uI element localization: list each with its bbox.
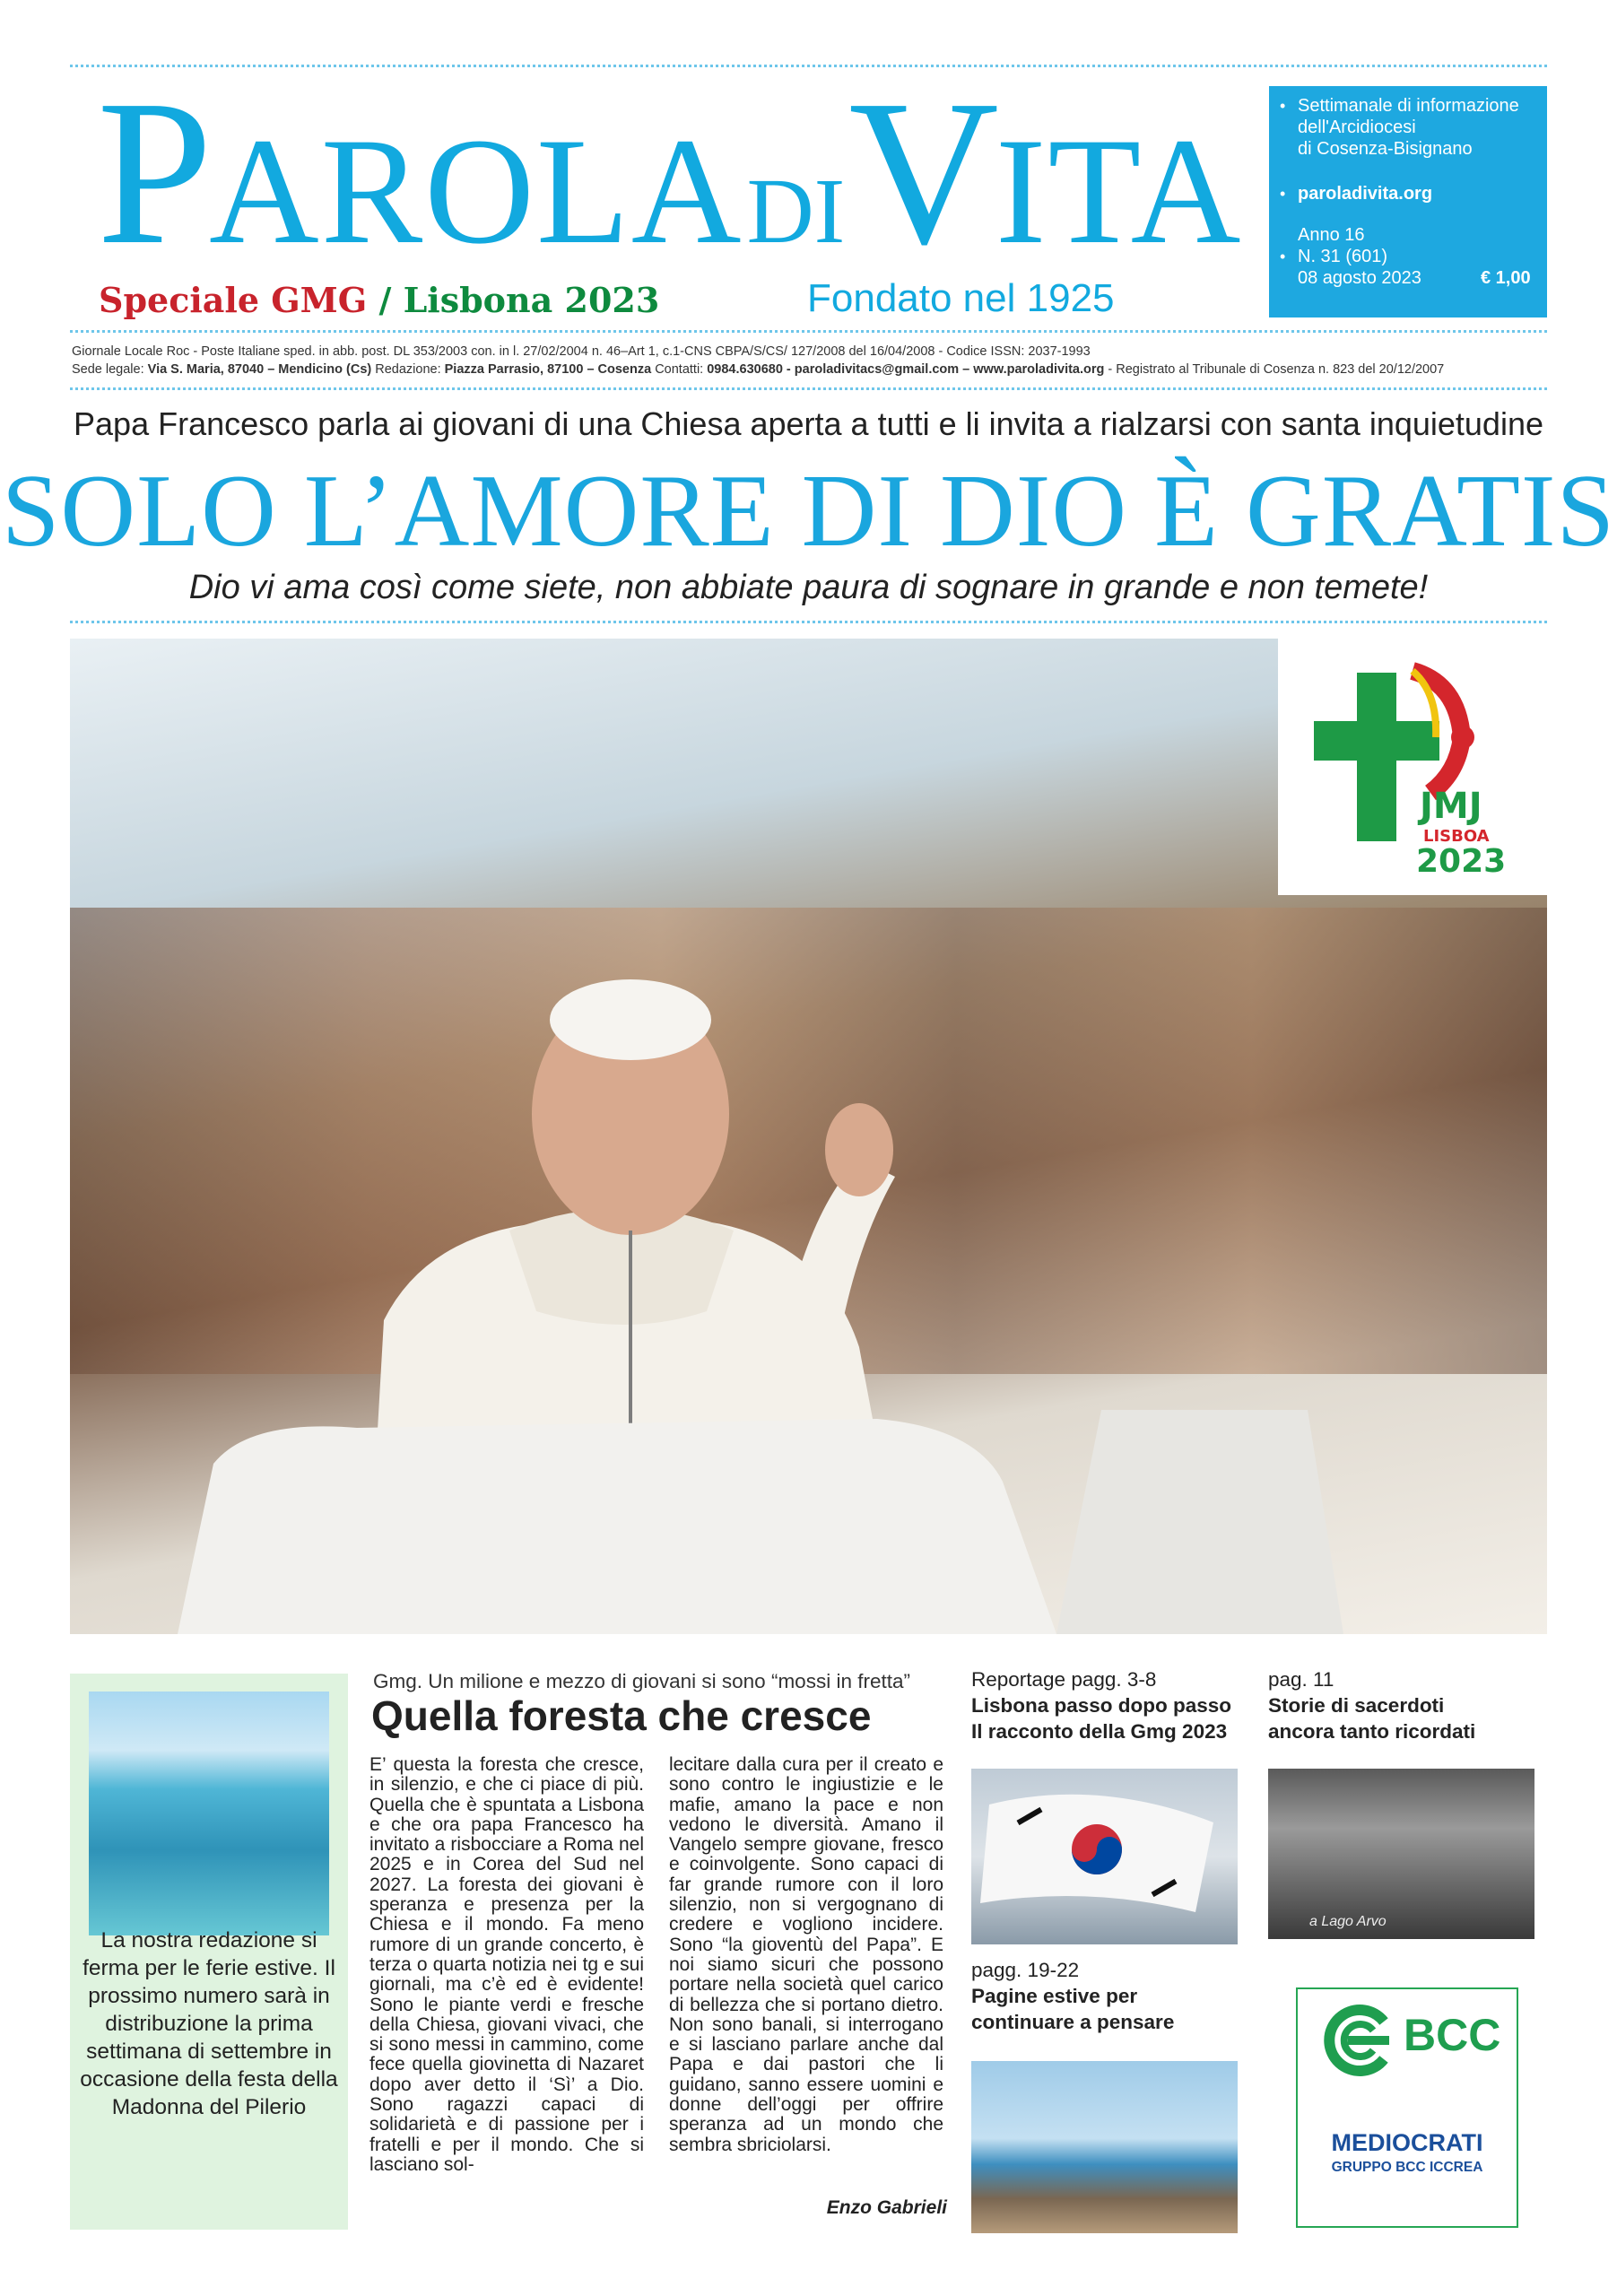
- lead-subhead: Dio vi ama così come siete, non abbiate paura di sognare in grande e non temete!: [188, 569, 1429, 606]
- reportage-teaser[interactable]: Reportage pagg. 3-8 Lisbona passo dopo passo Il racconto della Gmg 2023: [971, 1668, 1232, 1743]
- article-kicker: Gmg. Un milione e mezzo di giovani si sono “mossi in fretta”: [373, 1670, 910, 1692]
- korea-flag-photo: [971, 1769, 1238, 1944]
- article-author: Enzo Gabrieli: [826, 2197, 947, 2218]
- article-title: Quella foresta che cresce: [371, 1692, 872, 1739]
- korea-flag-icon: [971, 1769, 1238, 1944]
- svg-text:JMJ: JMJ: [1420, 786, 1482, 827]
- special-edition-label: Speciale GMG / Lisbona 2023: [99, 280, 660, 320]
- bcc-sponsor-ad[interactable]: BCC MEDIOCRATI GRUPPO BCC ICCREA: [1296, 1987, 1518, 2228]
- svg-text:LISBOA: LISBOA: [1423, 827, 1490, 846]
- website-link[interactable]: paroladivita.org: [1298, 184, 1433, 204]
- founded-label: Fondato nel 1925: [807, 276, 1115, 320]
- priests-archive-photo: [1268, 1769, 1534, 1939]
- article-column-1: E’ questa la foresta che cresce, in silenzio, e che ci piace di più. Quella che è spuntata a Lisbona e che ora papa Francesco ha invitato a risbocciare a Roma nel 2025 e in Corea del Sud nel 2027. La foresta dei giovani è speranza e presenza per la Chiesa e il mondo. Fa meno rumore di un grande concerto, è terza o quarta notizia nei tg e sui giornali, ma c’è ed è evidente! Sono le piante verdi e fresche della Chiesa, giovani vivaci, che si sono messi in cammino, come fece quella giovinetta di Nazaret dopo aver detto il ‘Sì’ a Dio. Sono ragazzi capaci di solidarietà e di passione per i fratelli e per il mondo. Che si lasciano sol-: [369, 1754, 644, 2175]
- legal-line-2: Sede legale: Via S. Maria, 87040 – Mendicino (Cs) Redazione: Piazza Parrasio, 87100 – Cosenza Contatti: 0984.630680 - paroladivitacs@gmail.com – www.paroladivita.org - Registrato al Tribunale di Cosenza n. 823 del 20/12/2007: [72, 362, 1445, 377]
- issue-info-box: • Settimanale di informazione dell'Arcidiocesi di Cosenza-Bisignano • paroladivita.org • Anno 16 N. 31 (601) 08 agosto 2023 € 1,00: [1269, 86, 1547, 317]
- summer-pages-teaser[interactable]: pagg. 19-22 Pagine estive per continuare a pensare: [971, 1959, 1175, 2033]
- priests-stories-teaser[interactable]: pag. 11 Storie di sacerdoti ancora tanto ricordati: [1268, 1668, 1476, 1743]
- jmj-cross-icon: [1278, 639, 1547, 895]
- top-rule: [70, 65, 1547, 67]
- sea-photo: [89, 1692, 329, 1935]
- legal-rule: [70, 387, 1547, 390]
- masthead-logo: PAROLA DI VITA: [97, 57, 1243, 288]
- masthead-rule: [70, 330, 1547, 333]
- beach-reading-photo: [971, 2061, 1238, 2233]
- svg-text:2023: 2023: [1416, 843, 1507, 880]
- article-column-2: lecitare dalla cura per il creato e sono contro le ingiustizie e le mafie, amano la pace e non vedono le diversità. Amano il Vangelo sempre giovane, fresco e coinvolgente. Sono capaci di far grande rumore con il loro silenzio, non si vergognano di credere e vogliono incidere. Sono “la gioventù del Papa”. E noi siamo sicuri che possono portare nella società quel carico di bellezza che si portano dietro. Non sono banali, si interrogano e si lasciano parlare anche dal Papa e dai pastori che li guidano, sanno essere uomini e donne dell’oggi per offrire speranza ad un mondo che sembra sbriciolarsi.: [669, 1754, 943, 2155]
- photo-caption: a Lago Arvo: [1309, 1914, 1387, 1929]
- legal-line-1: Giornale Locale Roc - Poste Italiane sped. in abb. post. DL 353/2003 con. in l. 27/02/2004 n. 46–Art 1, c.1-CNS CBPA/S/CS/ 127/2008 del 16/04/2008 - Codice ISSN: 2037-1993: [72, 344, 1091, 359]
- price: € 1,00: [1481, 268, 1531, 288]
- headline-rule: [70, 621, 1547, 623]
- jmj-logo: [1278, 639, 1547, 895]
- popemobile: [70, 1356, 1547, 1634]
- editorial-notice-text: La nostra redazione si ferma per le ferie estive. Il prossimo numero sarà in distribuzione la prima settimana di settembre in occasione della festa della Madonna del Pilerio: [80, 1928, 338, 2119]
- lead-headline: SOLO L’AMORE DI DIO È GRATIS: [1, 454, 1616, 569]
- editorial-notice-box: [70, 1674, 348, 2230]
- bcc-logo-icon: [1321, 2004, 1395, 2077]
- lead-kicker: Papa Francesco parla ai giovani di una Chiesa aperta a tutti e li invita a rialzarsi con santa inquietudine: [74, 405, 1543, 442]
